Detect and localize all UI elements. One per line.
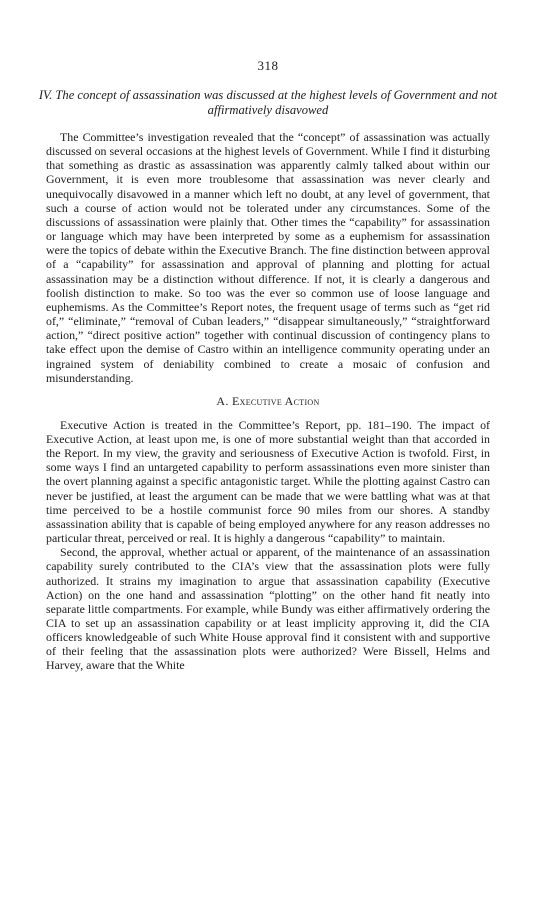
- page-number: 318: [257, 58, 279, 73]
- subsection-letter: A.: [216, 393, 229, 408]
- subsection-heading: [46, 394, 490, 409]
- section-heading: IV. The concept of assassination was discussed at the highest levels of Government and not affirmatively disavowed: [38, 88, 498, 117]
- document-page: [38, 58, 498, 673]
- subsection-title: Executive Action: [232, 393, 320, 408]
- paragraph-intro: The Committee’s investigation revealed that the “concept” of assassination was actually discussed on several occasions at the highest levels of Government. While I find it disturbing that something as drastic as assassination was apparently calmly talked about within our Government, it is even more troublesome that assassination was never clearly and unequivocally disavowed in a manner which left no doubt, at any level of government, that such a course of action would not be tolerated under any circumstances. Some of the discussions of assassination were plainly that. Other times the “capability” for assassination or language which may have been interpreted by some as a euphemism for assassination were the topics of debate within the Executive Branch. The fine distinction between approval of a “capability” for assassination and approval of planning and plotting for actual assassination may be a distinction without difference. If not, it is clearly a dangerous and foolish distinction to make. So too was the ever so common use of loose language and euphemisms. As the Committee’s Report notes, the frequent usage of terms such as “get rid of,” “eliminate,” “removal of Cuban leaders,” “disappear simultaneously,” “straightforward action,” “direct positive action” together with continual discussion of contingency plans to take effect upon the demise of Castro within an intelligence community operating under an ingrained system of deniability combined to create a mosaic of confusion and misunderstanding.: [46, 130, 490, 385]
- paragraph-executive-action-2: Second, the approval, whether actual or apparent, of the maintenance of an assassination capability surely contributed to the CIA’s view that the assassination plots were fully authorized. It strains my imagination to argue that assassination capability (Executive Action) on the one hand and assassination “plotting” on the other hand fit neatly into separate little compartments. For example, while Bundy was either affirmatively ordering the CIA to set up an assassination capability or at least implicity approving it, did the CIA officers knowledgeable of such White House approval find it consistent with and supportive of their feeling that the assassination plots were authorized? Were Bissell, Helms and Harvey, aware that the White: [46, 545, 490, 673]
- paragraph-executive-action-1: Executive Action is treated in the Committee’s Report, pp. 181–190. The impact of Executive Action, at least upon me, is one of more substantial weight than that accorded in the Report. In my view, the gravity and seriousness of Executive Action is twofold. First, in some ways I find an untargeted capability to perform assassinations even more sinister than the overt planning against a specific antagonistic target. While the plotting against Castro can never be justified, at least the argument can be made that we were battling what was at that time perceived to be a hostile communist force 90 miles from our shores. A standby assassination ability that is capable of being employed anywhere for any reason addresses no particular threat, perceived or real. It is highly a dangerous “capability” to maintain.: [46, 417, 491, 546]
